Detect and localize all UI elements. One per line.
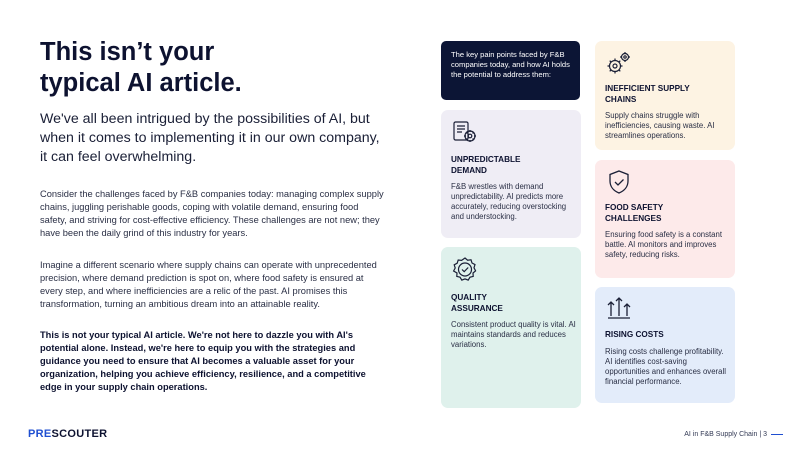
page-title bbox=[40, 37, 420, 99]
gears-icon bbox=[605, 49, 633, 77]
card-body: Consistent product quality is vital. AI maintains standards and reduces variations. bbox=[451, 320, 576, 349]
prescouter-logo: PRESCOUTER bbox=[28, 428, 108, 440]
page-footer bbox=[684, 431, 783, 438]
card-rising-costs bbox=[595, 287, 735, 403]
page-label: AI in F&B Supply Chain | 3 bbox=[684, 431, 767, 438]
card-title: RISING COSTS bbox=[605, 330, 664, 339]
card-quality-assurance bbox=[441, 247, 581, 408]
intro-box: The key pain points faced by F&B companies today, and how AI holds the potential to address them: bbox=[441, 41, 580, 100]
card-food-safety-challenges bbox=[595, 160, 735, 278]
card-body: Supply chains struggle with inefficiencies, causing waste. AI streamlines operations. bbox=[605, 111, 715, 140]
card-title: FOOD SAFETY CHALLENGES bbox=[605, 203, 664, 223]
badge-check-icon bbox=[451, 256, 479, 284]
title-line-2: typical AI article. bbox=[40, 69, 242, 97]
card-title: INEFFICIENT SUPPLY CHAINS bbox=[605, 84, 690, 104]
shield-check-icon bbox=[605, 168, 633, 196]
card-inefficient-supply-chains bbox=[595, 41, 735, 150]
card-body: F&B wrestles with demand unpredictability. AI predicts more accurately, reducing overstocking and understocking. bbox=[451, 182, 567, 221]
gear-dollar-icon bbox=[451, 118, 479, 146]
card-body: Ensuring food safety is a constant battle. AI monitors and improves safety, reducing risks. bbox=[605, 230, 723, 259]
card-unpredictable-demand bbox=[441, 110, 581, 238]
card-title: UNPREDICTABLE DEMAND bbox=[451, 155, 521, 175]
card-title: QUALITY ASSURANCE bbox=[451, 293, 503, 313]
body-paragraph-2: Imagine a different scenario where supply chains can operate with unprecedented precision, where demand prediction is spot on, where food safety is ensured at every step, and where inefficiencies are a relic of the past. AI promises this transformation, turning an ambitious dream into an attainable reality. bbox=[40, 260, 377, 309]
footer-divider bbox=[771, 434, 783, 435]
title-line-1: This isn’t your bbox=[40, 38, 215, 66]
body-paragraph-3: This is not your typical AI article. We're not here to dazzle you with AI's potential alone. Instead, we're here to equip you with the strategies and guidance you need to ensure that AI becomes a valuable asset for your organization, helping you achieve efficiency, resilience, and a competitive edge in your supply chain operations. bbox=[40, 330, 366, 392]
card-body: Rising costs challenge profitability. AI identifies cost-saving opportunities and enhances overall financial performance. bbox=[605, 347, 726, 386]
rising-arrows-icon bbox=[605, 294, 633, 322]
body-paragraph-1: Consider the challenges faced by F&B companies today: managing complex supply chains, juggling perishable goods, coping with volatile demand, ensuring food safety, and striving for cost-effective efficiency. These challenges are not new; they have been the daily grind of this industry for years. bbox=[40, 189, 384, 238]
lead-paragraph: We've all been intrigued by the possibilities of AI, but when it comes to implementing it in our own company, it can feel overwhelming. bbox=[40, 111, 380, 165]
